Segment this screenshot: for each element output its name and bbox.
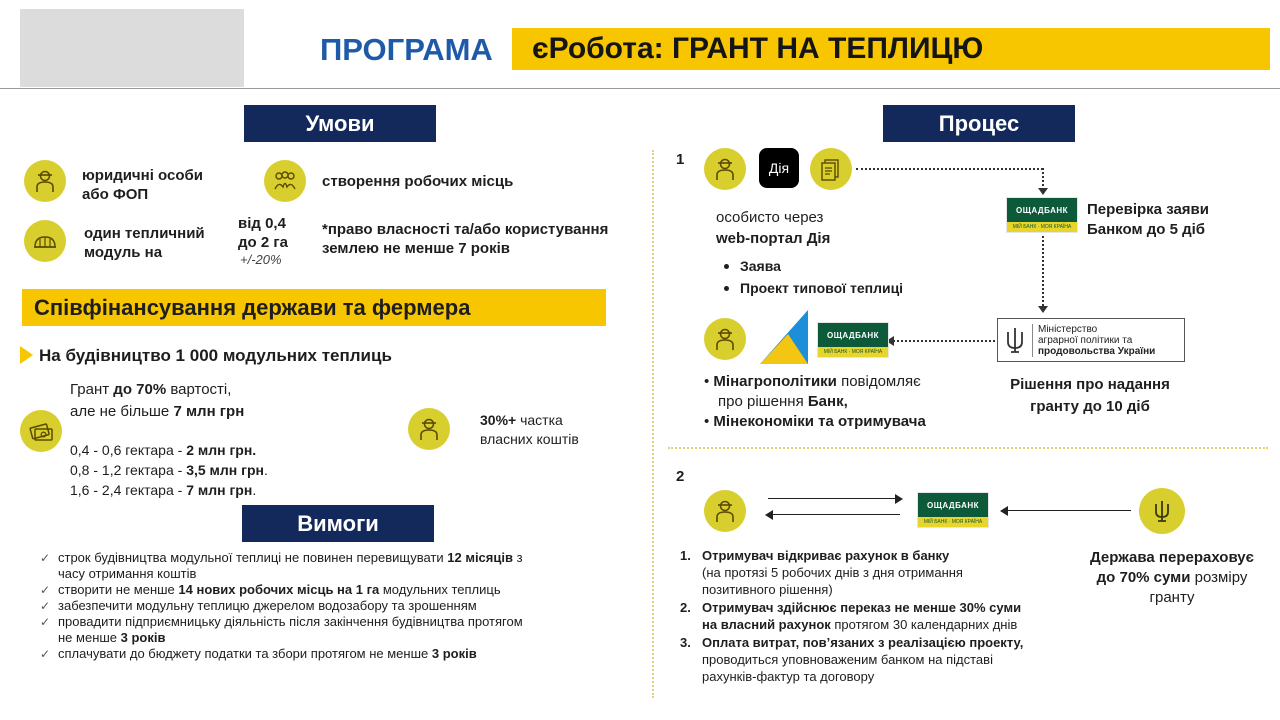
arrow-down-icon xyxy=(1038,188,1048,195)
farmer-icon xyxy=(704,318,746,360)
arrow-right-icon xyxy=(768,498,896,499)
list-item: ✓ строк будівництва модульної теплиці не повинен перевищувати 12 місяців з часу отримання коштів xyxy=(40,550,640,582)
oschadbank-logo: ОЩАДБАНК МІЙ БАНК · МОЯ КРАЇНА xyxy=(817,322,889,358)
arrow-head-icon xyxy=(1000,506,1008,516)
condition-module: один тепличний модуль на xyxy=(84,225,205,261)
condition-land: *право власності та/або користування землею не менше 7 років xyxy=(322,221,609,257)
team-icon xyxy=(264,160,306,202)
area-tolerance: +/-20% xyxy=(240,252,282,267)
step2-list xyxy=(680,547,1080,685)
logo-placeholder xyxy=(20,9,244,87)
arrow-head-icon xyxy=(765,510,773,520)
arrow-left-icon xyxy=(1007,510,1131,511)
list-item: 1. Отримувач відкриває рахунок в банку (на протязі 5 робочих днів з дня отримання позитивного рішення) xyxy=(680,548,963,597)
farmer-icon xyxy=(704,490,746,532)
notification-list: • Мінагрополітики повідомляє про рішення Банк, • Мінекономіки та отримувача xyxy=(704,373,926,430)
oschadbank-logo: ОЩАДБАНК МІЙ БАНК · МОЯ КРАЇНА xyxy=(917,492,989,528)
header-divider xyxy=(0,88,1280,89)
arrow-marker-icon xyxy=(20,346,33,364)
farmer-icon xyxy=(24,160,66,202)
list-item: 3. Оплата витрат, пов’язаних з реалізацією проекту, проводиться уповноваженим банком на підставі рахунків-фактур та договору xyxy=(680,635,1024,684)
condition-legal-entities: юридичні особи або ФОП xyxy=(82,167,203,203)
requirements-heading: Вимоги xyxy=(242,505,434,542)
bullet-icon xyxy=(724,264,729,269)
condition-jobs: створення робочих місць xyxy=(322,173,514,190)
farmer-icon xyxy=(704,148,746,190)
trident-icon xyxy=(1139,488,1185,534)
arrow-left-icon xyxy=(772,514,900,515)
ministry-economy-logo xyxy=(758,308,810,366)
connector-line xyxy=(893,340,995,342)
bank-check: Перевірка заяви Банком до 5 діб xyxy=(1087,201,1209,238)
condition-area: від 0,4 до 2 га xyxy=(238,215,288,251)
cofinancing-heading: Співфінансування держави та фермера xyxy=(22,289,606,326)
greenhouse-icon xyxy=(24,220,66,262)
document-icon xyxy=(810,148,852,190)
step-divider xyxy=(668,447,1268,449)
grant-tiers: 0,4 - 0,6 гектара - 2 млн грн. 0,8 - 1,2 гектара - 3,5 млн грн. 1,6 - 2,4 гектара - 7 млн грн. xyxy=(70,442,268,498)
connector-line xyxy=(1042,236,1044,306)
apply-via-diia: особисто через web-портал Дія xyxy=(716,209,831,247)
list-item: ✓ створити не менше 14 нових робочих місць на 1 га модульних теплиць xyxy=(40,582,640,598)
step-number: 2 xyxy=(676,468,685,485)
list-item: ✓ сплачувати до бюджету податки та збори протягом не менше 3 років xyxy=(40,646,640,662)
bullet-icon xyxy=(724,286,729,291)
ministry-logo: Міністерство аграрної політики та продовольства України xyxy=(997,318,1185,362)
trident-icon xyxy=(998,326,1032,354)
step-number: 1 xyxy=(676,151,685,168)
list-item: ✓ провадити підприємницьку діяльність після закінчення будівництва протягом не менше 3 років xyxy=(40,614,640,646)
arrow-down-icon xyxy=(1038,306,1048,313)
connector-line xyxy=(856,168,1043,170)
connector-line xyxy=(1042,168,1044,190)
list-item: 2. Отримувач здійснює переказ не менше 30% суми на власний рахунок протягом 30 календарних днів xyxy=(680,600,1022,632)
list-item: ✓ забезпечити модульну теплицю джерелом водозабору та зрошенням xyxy=(40,598,640,614)
farmer-icon xyxy=(408,408,450,450)
own-funds: 30%+ частка власних коштів xyxy=(480,412,579,447)
requirements-list xyxy=(40,550,640,662)
column-divider xyxy=(652,150,654,698)
money-icon xyxy=(20,410,62,452)
grant-info: Грант до 70% вартості, але не більше 7 млн грн xyxy=(70,381,245,420)
process-heading: Процес xyxy=(883,105,1075,142)
oschadbank-logo: ОЩАДБАНК МІЙ БАНК · МОЯ КРАЇНА xyxy=(1006,197,1078,233)
conditions-heading: Умови xyxy=(244,105,436,142)
diia-logo: Дія xyxy=(759,148,799,188)
bullet-application: Заява xyxy=(740,258,781,274)
state-transfer: Держава перераховує до 70% суми розміру гранту xyxy=(1090,549,1254,606)
program-label: ПРОГРАМА xyxy=(320,32,493,67)
cofinancing-subheading: На будівництво 1 000 модульних теплиць xyxy=(39,346,392,365)
bullet-project: Проект типової теплиці xyxy=(740,280,904,296)
arrow-head-icon xyxy=(895,494,903,504)
grant-decision: Рішення про надання гранту до 10 діб xyxy=(1010,376,1170,415)
page-title: єРобота: ГРАНТ НА ТЕПЛИЦЮ xyxy=(512,28,1270,70)
